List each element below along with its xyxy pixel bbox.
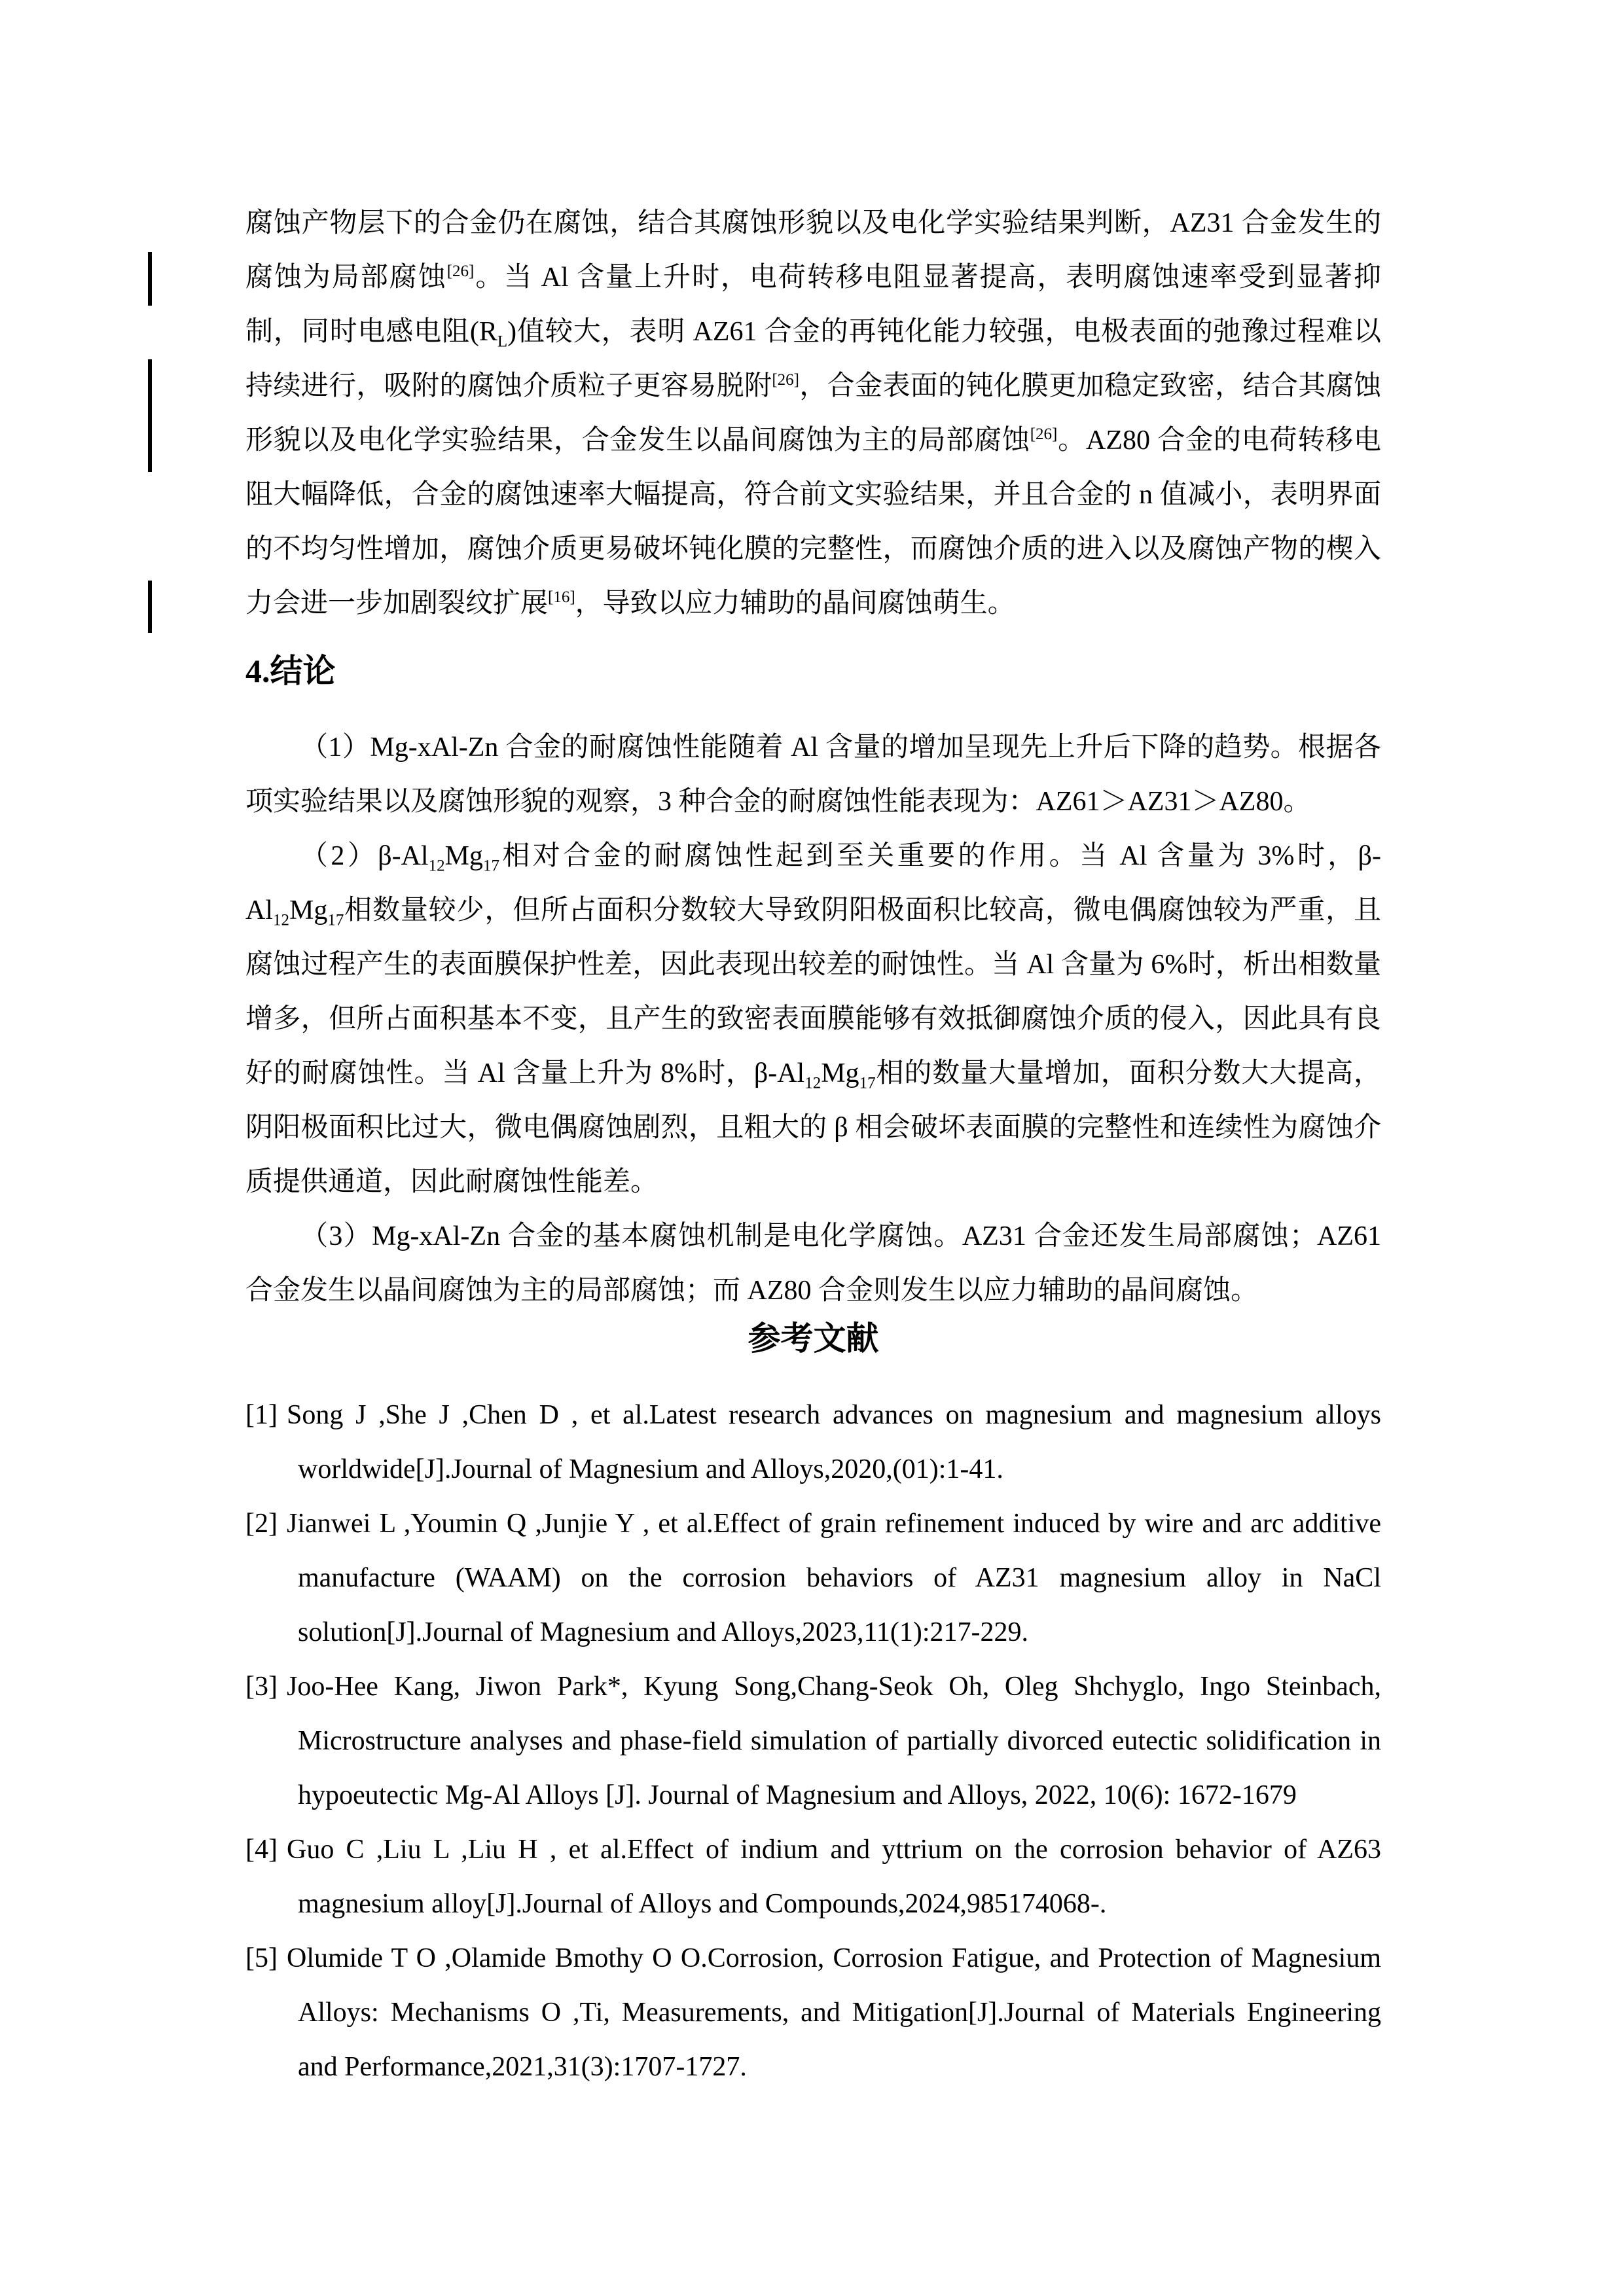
reference-text: Joo-Hee Kang, Jiwon Park*, Kyung Song,Chang-Seok Oh, Oleg Shchyglo, Ingo Steinbach, Microstructure analyses and phase-field simulation of partially divorced eutectic solidification in hypoeutectic Mg-Al Alloys [J]. Journal of Magnesium and Alloys, 2022, 10(6): 1672-1679: [286, 1672, 1381, 1810]
reference-number: [5]: [245, 1943, 278, 1973]
reference-number: [1]: [245, 1400, 278, 1430]
conclusion-item-1: （1）Mg-xAl-Zn 合金的耐腐蚀性能随着 Al 含量的增加呈现先上升后下降的趋势。根据各项实验结果以及腐蚀形貌的观察，3 种合金的耐腐蚀性能表现为：AZ61＞AZ31＞AZ80。: [245, 732, 1381, 817]
reference-text: Jianwei L ,Youmin Q ,Junjie Y , et al.Effect of grain refinement induced by wire and arc additive manufacture (WAAM) on the corrosion behaviors of AZ31 magnesium alloy in NaCl solution[J].Journal of Magnesium and Alloys,2023,11(1):217-229.: [286, 1509, 1381, 1647]
reference-item-4: [245, 1823, 1381, 1931]
references-heading: 参考文献: [748, 1320, 879, 1357]
reference-item-5: [245, 1931, 1381, 2094]
reference-item-2: [245, 1497, 1381, 1660]
document-body: [245, 196, 1381, 2094]
conclusion-item-2: $(2)\beta-Al_{12}Mg_{17}$相对合金的耐腐蚀性起到至关重要的作用。当 Al 含量为 3%时，$\beta-Al_{12}Mg_{17}$相数量较少，但所占面积分数较大导致阴阳极面积比较高，微电偶腐蚀较为严重，且腐蚀过程产生的表面膜保护性差，因此表现出较差的耐蚀性。当 Al 含量为 6%时，析出相数量增多，但所占面积基本不变，且产生的致密表面膜能够有效抵御腐蚀介质的侵入，因此具有良好的耐腐蚀性。当 Al 含量上升为 8%时，$\beta-Al_{12}Mg_{17}$相的数量大量增加，面积分数大大提高，阴阳极面积比过大，微电偶腐蚀剧烈，且粗大的 β 相会破坏表面膜的完整性和连续性为腐蚀介质提供通道，因此耐腐蚀性能差。: [245, 841, 1381, 1197]
reference-text: Guo C ,Liu L ,Liu H , et al.Effect of indium and yttrium on the corrosion behavior of AZ63 magnesium alloy[J].Journal of Alloys and Compounds,2024,985174068-.: [286, 1835, 1381, 1919]
reference-number: [2]: [245, 1509, 278, 1539]
reference-item-1: [245, 1388, 1381, 1497]
reference-item-3: [245, 1660, 1381, 1823]
reference-number: [4]: [245, 1835, 278, 1865]
section-heading-conclusion: 4.结论: [245, 653, 336, 689]
reference-list: [245, 1388, 1381, 2094]
revision-change-bar-1: [148, 252, 152, 306]
reference-text: Olumide T O ,Olamide Bmothy O O.Corrosion, Corrosion Fatigue, and Protection of Magnesium Alloys: Mechanisms O ,Ti, Measurements, and Mitigation[J].Journal of Materials Engineering and Performance,2021,31(3):1707-1727.: [286, 1943, 1381, 2082]
revision-change-bar-2: [148, 359, 152, 472]
conclusion-item-3: （3）Mg-xAl-Zn 合金的基本腐蚀机制是电化学腐蚀。AZ31 合金还发生局部腐蚀；AZ61 合金发生以晶间腐蚀为主的局部腐蚀；而 AZ80 合金则发生以应力辅助的晶间腐蚀。: [245, 1221, 1381, 1306]
paragraph-corrosion-discussion: 腐蚀产物层下的合金仍在腐蚀，结合其腐蚀形貌以及电化学实验结果判断，AZ31 合金发生的腐蚀为局部腐蚀[26]。当 Al 含量上升时，电荷转移电阻显著提高，表明腐蚀速率受到显著抑制，同时电感电阻$(R_L)$值较大，表明 AZ61 合金的再钝化能力较强，电极表面的弛豫过程难以持续进行，吸附的腐蚀介质粒子更容易脱附[26]，合金表面的钝化膜更加稳定致密，结合其腐蚀形貌以及电化学实验结果，合金发生以晶间腐蚀为主的局部腐蚀[26]。AZ80 合金的电荷转移电阻大幅降低，合金的腐蚀速率大幅提高，符合前文实验结果，并且合金的 n 值减小，表明界面的不均匀性增加，腐蚀介质更易破坏钝化膜的完整性，而腐蚀介质的进入以及腐蚀产物的楔入力会进一步加剧裂纹扩展[16]，导致以应力辅助的晶间腐蚀萌生。: [245, 208, 1381, 619]
revision-change-bar-3: [148, 581, 152, 633]
reference-text: Song J ,She J ,Chen D , et al.Latest research advances on magnesium and magnesium alloys worldwide[J].Journal of Magnesium and Alloys,2020,(01):1-41.: [286, 1400, 1381, 1484]
reference-number: [3]: [245, 1672, 278, 1702]
